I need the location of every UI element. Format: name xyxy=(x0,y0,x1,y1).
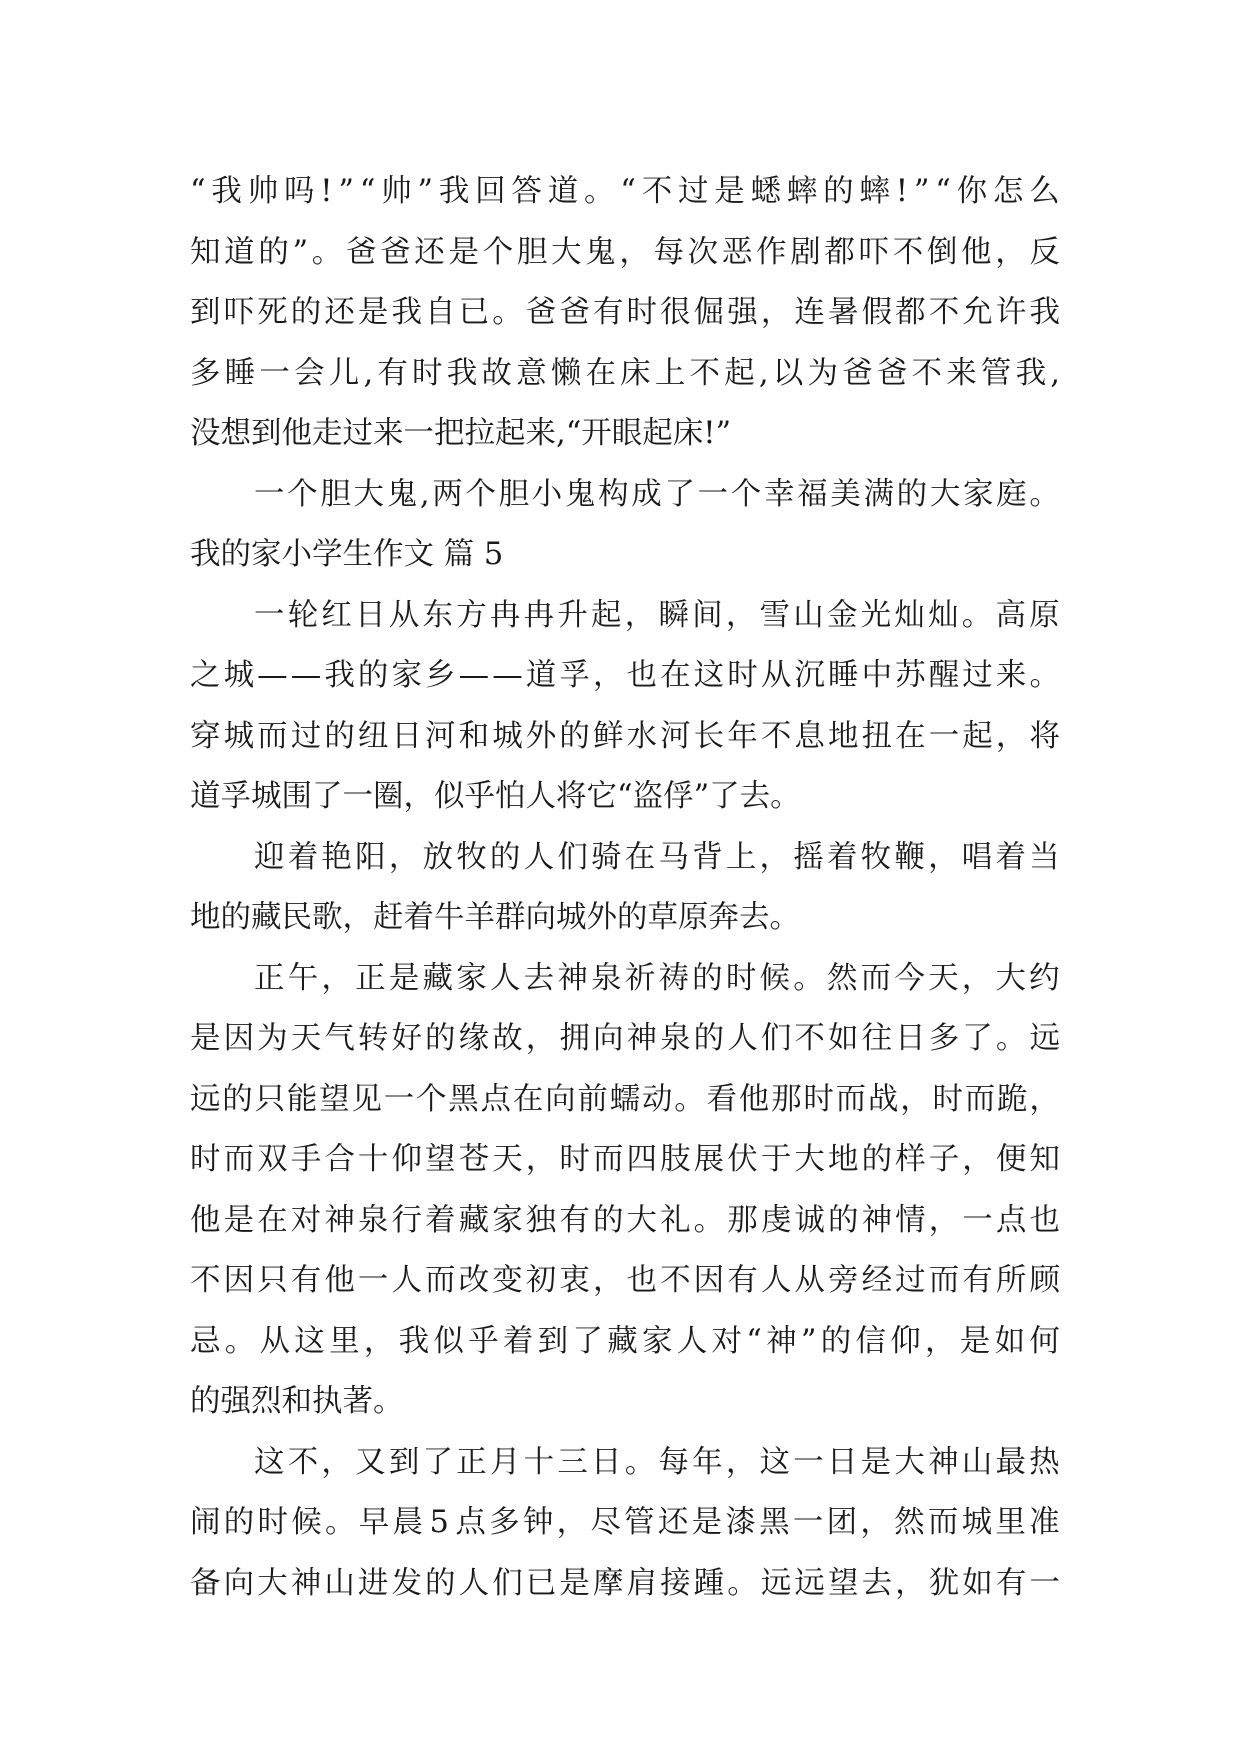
text-line: 之 城 — — 我 的 家 乡 — — 道 孚 ， 也 在 这 时 从 沉 睡 中 苏 醒 过 来 。 xyxy=(190,658,1060,693)
text-line: 这 不 ， 又 到 了 正 月 十 三 日 。 每 年 ， 这 一 日 是 大 神 山 最 热 xyxy=(254,1444,1060,1480)
text-line: 的强烈和执著。 xyxy=(190,1384,404,1419)
text-line: 远 的 只 能 望 见 一 个 黑 点 在 向 前 蠕 动 。 看 他 那 时 而 战 ， 时 而 跪 ， xyxy=(190,1081,1060,1117)
text-line: 地的藏民歌，赶着牛羊群向城外的草原奔去。 xyxy=(190,900,800,935)
text-line: 备 向 大 神 山 进 发 的 人 们 已 是 摩 肩 接 踵 。 远 远 望 去 ， 犹 如 有 一 xyxy=(190,1565,1060,1601)
text-line: 是 因 为 天 气 转 好 的 缘 故 ， 拥 向 神 泉 的 人 们 不 如 往 日 多 了 。 远 xyxy=(190,1021,1060,1056)
text-line: 迎 着 艳 阳 ， 放 牧 的 人 们 骑 在 马 背 上 ， 摇 着 牧 鞭 ， 唱 着 当 xyxy=(254,839,1060,875)
text-line: 穿 城 而 过 的 纽 日 河 和 城 外 的 鲜 水 河 长 年 不 息 地 扭 在 一 起 ， 将 xyxy=(190,718,1060,754)
text-line: 知 道 的 ” 。 爸 爸 还 是 个 胆 大 鬼 ， 每 次 恶 作 剧 都 吓 不 倒 他 ， 反 xyxy=(190,234,1060,270)
text-line: 不 因 只 有 他 一 人 而 改 变 初 衷 ， 也 不 因 有 人 从 旁 经 过 而 有 所 顾 xyxy=(190,1263,1060,1298)
text-line: “ 我 帅 吗 ! ” “ 帅 ” 我 回 答 道 。 “ 不 过 是 蟋 蟀 的 蟀 ! ” “ 你 怎 么 xyxy=(190,174,1060,209)
text-line: 我的家小学生作文 篇 5 xyxy=(190,537,504,572)
document-body xyxy=(190,162,1060,1614)
text-line: 闹 的 时 候 。 早 晨 5 点 多 钟 ， 尽 管 还 是 漆 黑 一 团 ， 然 而 城 里 准 xyxy=(190,1505,1060,1540)
text-line: 忌 。 从 这 里 ， 我 似 乎 着 到 了 藏 家 人 对 “ 神 ” 的 信 仰 ， 是 如 何 xyxy=(190,1323,1060,1359)
text-line: 时 而 双 手 合 十 仰 望 苍 天 ， 时 而 四 肢 展 伏 于 大 地 的 样 子 ， 便 知 xyxy=(190,1142,1060,1177)
text-line: 一 轮 红 日 从 东 方 冉 冉 升 起 ， 瞬 间 ， 雪 山 金 光 灿 灿 。 高 原 xyxy=(254,597,1060,633)
text-line: 到 吓 死 的 还 是 我 自 已 。 爸 爸 有 时 很 倔 强 ， 连 暑 假 都 不 允 许 我 xyxy=(190,295,1060,330)
text-line: 一 个 胆 大 鬼 , 两 个 胆 小 鬼 构 成 了 一 个 幸 福 美 满 的 大 家 庭 。 xyxy=(254,476,1060,512)
text-line: 没想到他走过来一把拉起来,“开眼起床!” xyxy=(190,416,732,451)
text-line: 他 是 在 对 神 泉 行 着 藏 家 独 有 的 大 礼 。 那 虔 诚 的 神 情 ， 一 点 也 xyxy=(190,1202,1060,1238)
text-line: 正 午 ， 正 是 藏 家 人 去 神 泉 祈 祷 的 时 候 。 然 而 今 天 ， 大 约 xyxy=(254,960,1060,996)
text-line: 多 睡 一 会 儿 , 有 时 我 故 意 懒 在 床 上 不 起 , 以 为 爸 爸 不 来 管 我 , xyxy=(190,355,1060,391)
text-line: 道孚城围了一圈，似乎怕人将它“盗俘”了去。 xyxy=(190,779,801,814)
